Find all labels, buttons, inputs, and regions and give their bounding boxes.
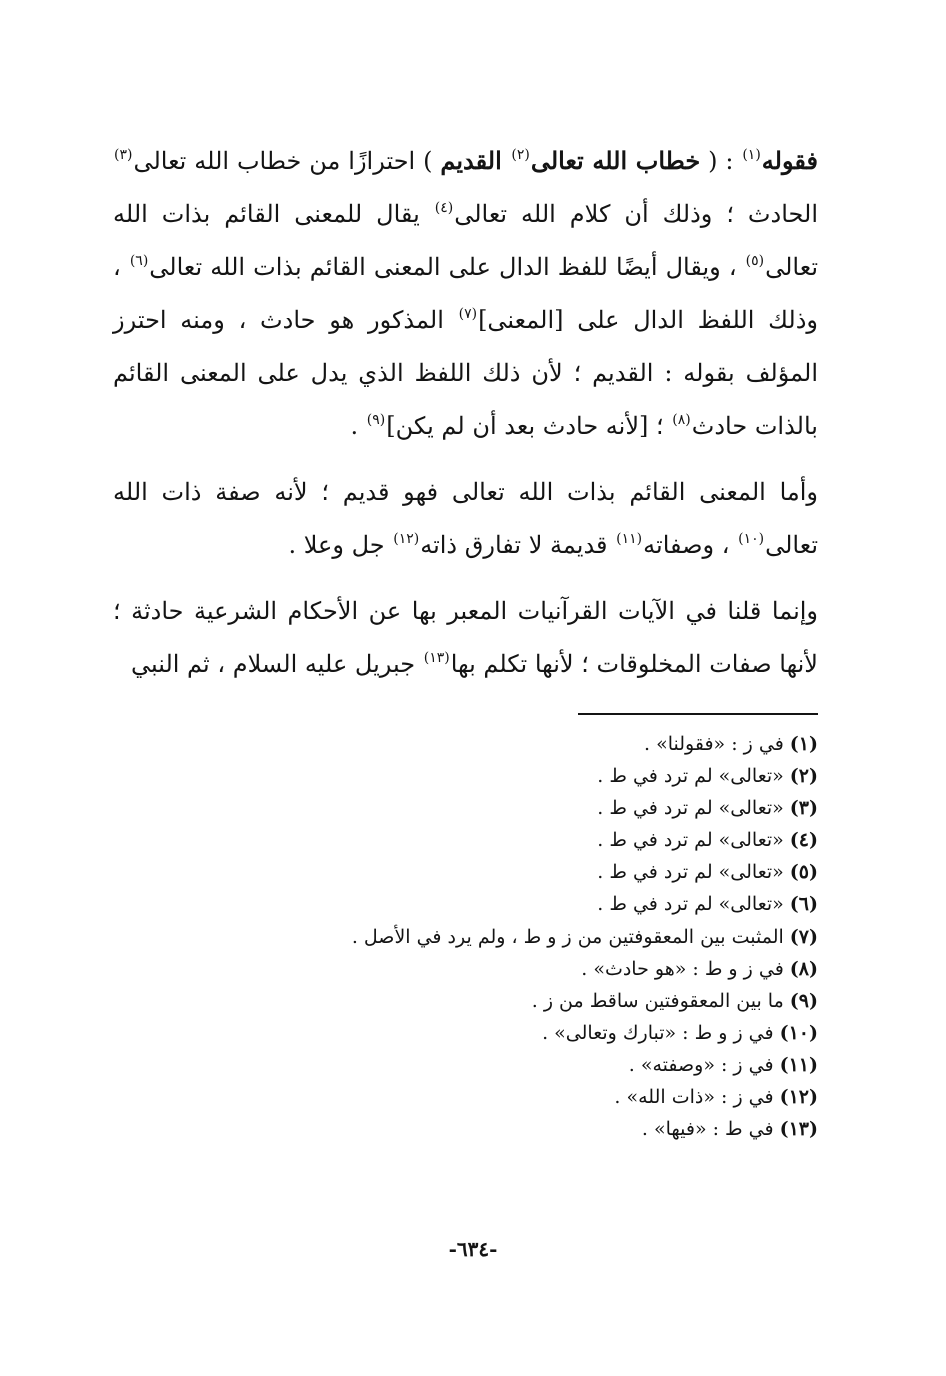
footnote-text: «تعالى» لم ترد في ط . <box>597 829 784 852</box>
footnote-number: (١١) <box>779 1053 818 1076</box>
footnote-marker: (٥) <box>745 253 765 269</box>
text-run: جل وعلا . <box>288 531 393 559</box>
footnote-marker: (٢) <box>511 147 530 163</box>
footnote-text: في ط : «فيها» . <box>641 1118 774 1141</box>
footnote <box>113 1081 818 1113</box>
text-run: وإنما قلنا في الآيات القرآنيات المعبر بها عن الأحكام الشرعية حادثة ؛ لأنها صفات المخلوقات ؛ لأنها تكلم بها <box>113 597 818 678</box>
bold-text-run: خطاب الله تعالى <box>530 146 701 175</box>
footnote-marker: (٩) <box>366 412 386 428</box>
footnote-marker: (٤) <box>434 200 454 216</box>
footnote-number: (١٢) <box>779 1086 818 1109</box>
paragraph <box>113 134 818 453</box>
footnote <box>113 953 818 985</box>
footnote-marker: (٣) <box>114 147 133 163</box>
text-run: ، وصفاته <box>643 531 738 559</box>
footnote <box>113 792 818 824</box>
footnote-text: في ز : «وصفته» . <box>628 1053 774 1076</box>
footnote-marker: (١) <box>742 147 761 163</box>
footnote-number: (٤) <box>789 829 818 852</box>
bold-text-run: القديم <box>440 146 511 175</box>
footnote-number: (٩) <box>789 989 818 1012</box>
text-run: وأما المعنى القائم بذات الله تعالى فهو قديم ؛ لأنه صفة ذات الله تعالى <box>113 478 818 559</box>
footnote <box>113 1113 818 1145</box>
footnote-number: (٣) <box>789 797 818 820</box>
text-run: ، ويقال أيضًا للفظ الدال على المعنى القائم بذات الله تعالى <box>149 253 745 281</box>
footnote-number: (٢) <box>789 765 818 788</box>
footnote <box>113 1017 818 1049</box>
footnote-number: (٦) <box>789 893 818 916</box>
text-run: : ( <box>700 147 742 175</box>
footnote-text: في ز : «ذات الله» . <box>614 1086 774 1109</box>
footnote-marker: (١١) <box>616 531 643 547</box>
footnote-number: (٧) <box>789 925 818 948</box>
footnote-marker: (١٣) <box>423 650 450 666</box>
text-run: المذكور هو حادث ، ومنه احترز المؤلف بقوله : القديم ؛ لأن ذلك اللفظ الذي يدل على المعنى القائم بالذات حادث <box>113 306 818 440</box>
footnote <box>113 824 818 856</box>
footnote <box>113 760 818 792</box>
text-run: ؛ [لأنه حادث بعد أن لم يكن] <box>386 412 672 440</box>
text-run: يقال للمعنى القائم بذات الله تعالى <box>113 200 818 281</box>
footnote <box>113 856 818 888</box>
footnote-marker: (١٢) <box>393 531 420 547</box>
footnote <box>113 985 818 1017</box>
footnote <box>113 728 818 760</box>
text-run: جبريل عليه السلام ، ثم النبي <box>130 650 423 678</box>
text-run: . <box>350 412 366 440</box>
paragraph <box>113 585 818 691</box>
footnote <box>113 921 818 953</box>
footnote-marker: (٧) <box>458 306 478 322</box>
footnote-number: (١) <box>789 733 818 755</box>
footnote-marker: (١٠) <box>738 531 765 547</box>
footnote-number: (١٠) <box>779 1021 818 1044</box>
page-number: -٦٣٤- <box>448 1237 498 1261</box>
footnote-text: في ز و ط : «تبارك وتعالى» . <box>542 1021 774 1044</box>
footnote-number: (٨) <box>789 957 818 980</box>
footnote-marker: (٨) <box>672 412 691 428</box>
footnote-text: «تعالى» لم ترد في ط . <box>597 861 784 884</box>
footnote-text: ما بين المعقوفتين ساقط من ز . <box>531 989 784 1012</box>
footnote-divider <box>578 713 818 715</box>
footnote-text: في ز و ط : «هو حادث» . <box>581 957 784 980</box>
text-run: ، وذلك اللفظ الدال على [المعنى] <box>113 253 818 334</box>
footnotes <box>113 728 818 1145</box>
footnote <box>113 888 818 920</box>
footnote-number: (٥) <box>789 861 818 884</box>
text-run: ) احترازًا من خطاب الله تعالى <box>133 147 441 175</box>
footnote-text: «تعالى» لم ترد في ط . <box>597 765 784 788</box>
text-run: قديمة لا تفارق ذاته <box>420 531 616 559</box>
text-run: الحادث ؛ وذلك أن كلام الله تعالى <box>454 200 818 228</box>
footnote-number: (١٣) <box>779 1118 818 1141</box>
footnote-text: «تعالى» لم ترد في ط . <box>597 797 784 820</box>
footnote-text: «تعالى» لم ترد في ط . <box>597 893 784 916</box>
bold-text-run: فقوله <box>761 146 818 175</box>
footnote-text: المثبت بين المعقوفتين من ز و ط ، ولم يرد في الأصل . <box>351 925 784 948</box>
paragraph <box>113 466 818 572</box>
main-text <box>113 134 818 704</box>
footnote-text: في ز : «فقولنا» . <box>644 733 784 755</box>
footnote-marker: (٦) <box>129 253 149 269</box>
footnote <box>113 1049 818 1081</box>
